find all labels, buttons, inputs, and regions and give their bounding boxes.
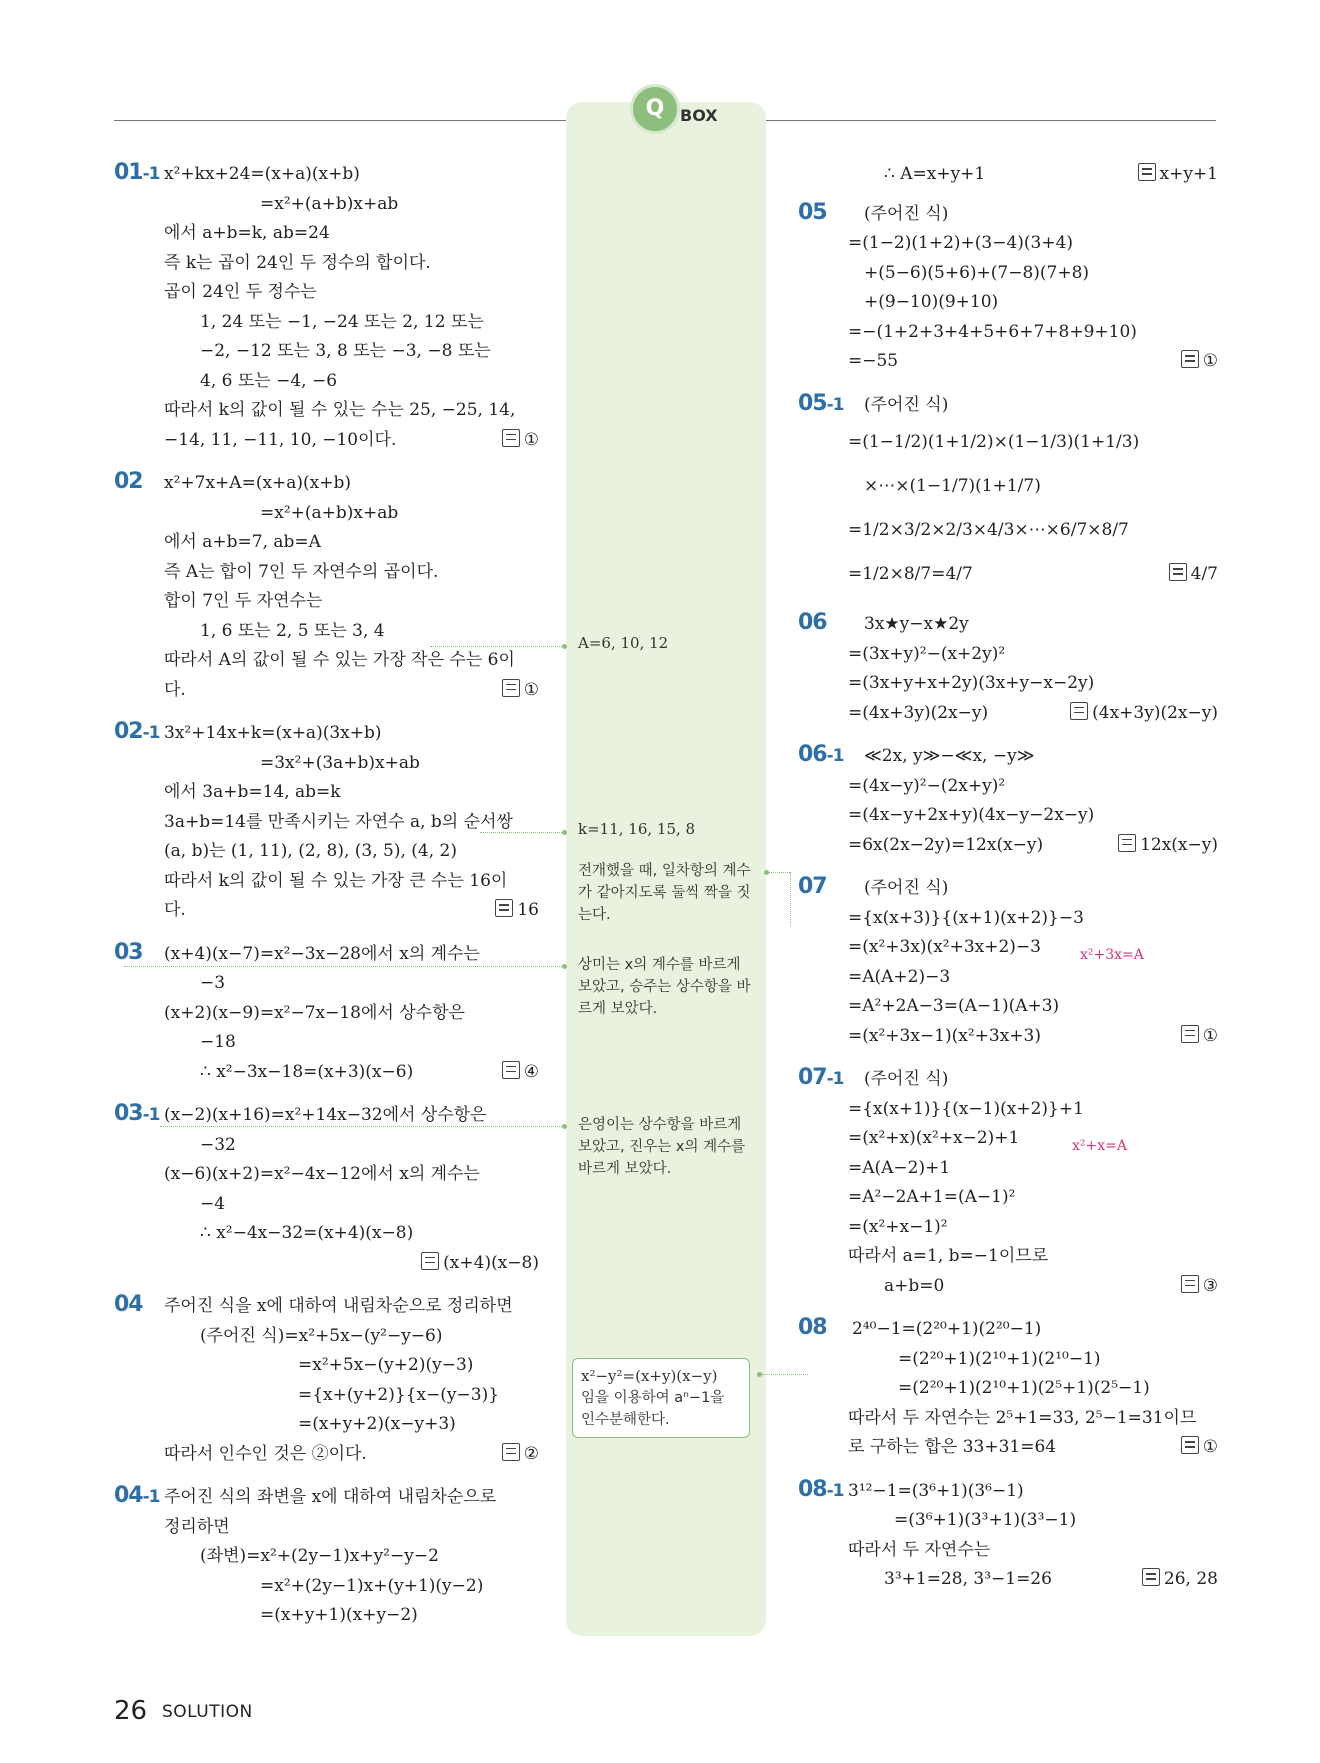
problem-number: 08-1 xyxy=(798,1476,844,1502)
note-pairing: 전개했을 때, 일차항의 계수가 같아지도록 둘씩 짝을 짓는다. xyxy=(578,863,751,923)
solution-line: 정리하면 xyxy=(164,1516,230,1537)
problem-07 xyxy=(798,874,1218,1051)
substitution-label: x²+3x=A xyxy=(1080,947,1144,963)
answer-icon xyxy=(495,899,513,917)
solution-line: =1/2×3/2×2/3×4/3×⋯×6/7×8/7 xyxy=(848,520,1129,540)
solution-line: =(3⁶+1)(3³+1)(3³−1) xyxy=(894,1510,1077,1530)
solution-line: =A²+2A−3=(A−1)(A+3) xyxy=(848,996,1060,1016)
problem-05 xyxy=(798,200,1218,377)
solution-line: 3³+1=28, 3³−1=26 26, 28 xyxy=(848,1565,1218,1595)
solution-line: 다. ① xyxy=(164,676,539,706)
solution-line: =(2²⁰+1)(2¹⁰+1)(2¹⁰−1) xyxy=(898,1348,1101,1369)
solution-line: 곱이 24인 두 정수는 xyxy=(164,282,317,302)
answer-mark: ① xyxy=(1181,1433,1218,1463)
solution-line: =(x+y+2)(x−y+3) xyxy=(298,1414,456,1434)
solution-line: 로 구하는 합은 33+31=64 ① xyxy=(848,1433,1218,1463)
problem-01-1 xyxy=(114,160,539,455)
solution-line: =3x²+(3a+b)x+ab xyxy=(260,752,420,773)
answer-icon xyxy=(1138,163,1156,181)
solution-line xyxy=(164,1249,539,1279)
note-leader xyxy=(430,646,564,647)
solution-line: 3x²+14x+k=(x+a)(3x+b) xyxy=(164,723,382,743)
solution-line: ∴ x²−4x−32=(x+4)(x−8) xyxy=(200,1223,414,1243)
answer-mark: x+y+1 xyxy=(1138,160,1219,190)
answer-icon xyxy=(502,679,520,697)
problem-number: 06-1 xyxy=(798,742,844,767)
answer-mark: ① xyxy=(502,676,539,706)
solution-line: 3¹²−1=(3⁶+1)(3⁶−1) xyxy=(848,1480,1024,1501)
problem-number: 05-1 xyxy=(798,390,844,416)
solution-line: 4, 6 또는 −4, −6 xyxy=(200,370,338,391)
solution-line: 따라서 k의 값이 될 수 있는 가장 큰 수는 16이 xyxy=(164,870,508,891)
solution-line: =x²+(a+b)x+ab xyxy=(260,502,399,523)
solution-line: =−55 ① xyxy=(848,347,1218,377)
solution-line: =x²+5x−(y+2)(y−3) xyxy=(298,1355,474,1375)
problem-number: 04 xyxy=(114,1292,143,1317)
solution-line: =(x+y+1)(x+y−2) xyxy=(260,1605,418,1625)
answer-icon xyxy=(1070,702,1088,720)
solution-line: −14, 11, −11, 10, −10이다. ① xyxy=(164,426,539,456)
solution-line: =6x(2x−2y)=12x(x−y) 12x(x−y) xyxy=(848,831,1218,861)
note-leader xyxy=(160,1126,564,1127)
answer-icon xyxy=(1181,1275,1199,1293)
answer-mark: 4/7 xyxy=(1169,552,1218,596)
answer-icon xyxy=(1181,1436,1199,1454)
problem-05-1 xyxy=(798,391,1218,597)
problem-number: 05 xyxy=(798,199,827,225)
solution-line: ={x(x+1)}{(x−1)(x+2)}+1 xyxy=(848,1098,1084,1119)
solution-line: 따라서 두 자연수는 2⁵+1=33, 2⁵−1=31이므 xyxy=(848,1407,1197,1428)
solution-line: 즉 A는 합이 7인 두 자연수의 곱이다. xyxy=(164,561,439,582)
answer-icon xyxy=(1169,563,1187,581)
right-column xyxy=(798,160,1218,1609)
solution-line: (x−2)(x+16)=x²+14x−32에서 상수항은 xyxy=(164,1105,487,1125)
problem-number: 08 xyxy=(798,1315,827,1340)
note-a-values: A=6, 10, 12 xyxy=(578,634,669,652)
solution-line: =A²−2A+1=(A−1)² xyxy=(848,1187,1016,1207)
answer-mark: ④ xyxy=(502,1058,539,1088)
problem-08 xyxy=(798,1315,1218,1463)
solution-line: −2, −12 또는 3, 8 또는 −3, −8 또는 xyxy=(200,341,491,361)
solution-line: =(2²⁰+1)(2¹⁰+1)(2⁵+1)(2⁵−1) xyxy=(898,1378,1150,1398)
solution-line: ≪2x, y≫−≪x, −y≫ xyxy=(864,746,1035,766)
problem-number: 07-1 xyxy=(798,1065,844,1090)
solution-line: 3a+b=14를 만족시키는 자연수 a, b의 순서쌍 xyxy=(164,811,513,832)
solution-line: =(1−2)(1+2)+(3−4)(3+4) xyxy=(848,233,1074,253)
solution-line: −3 xyxy=(200,973,226,993)
solution-line: =(4x+3y)(2x−y) (4x+3y)(2x−y) xyxy=(848,699,1218,729)
solution-line: ∴ A=x+y+1 x+y+1 xyxy=(848,160,1218,190)
solution-line: −18 xyxy=(200,1032,236,1052)
problem-04-1-cont xyxy=(798,160,1218,190)
problem-04-1 xyxy=(114,1483,539,1631)
solution-line: =(x²+3x−1)(x²+3x+3) ① xyxy=(848,1022,1218,1052)
problem-number: 03 xyxy=(114,939,143,965)
answer-mark: ③ xyxy=(1181,1272,1218,1302)
solution-line: =x²+(a+b)x+ab xyxy=(260,193,399,214)
answer-mark: 26, 28 xyxy=(1142,1565,1218,1595)
solution-line: x²+kx+24=(x+a)(x+b) xyxy=(164,164,360,184)
problem-04 xyxy=(114,1292,539,1469)
solution-line: 에서 3a+b=14, ab=k xyxy=(164,782,341,802)
answer-mark: ① xyxy=(1181,1022,1218,1052)
note-leader xyxy=(790,872,791,926)
problem-03 xyxy=(114,940,539,1088)
solution-line: 따라서 k의 값이 될 수 있는 수는 25, −25, 14, xyxy=(164,400,516,420)
problem-07-1 xyxy=(798,1065,1218,1301)
solution-line: +(5−6)(5+6)+(7−8)(7+8) xyxy=(864,262,1090,283)
solution-line: 따라서 두 자연수는 xyxy=(848,1539,991,1560)
solution-line: =−(1+2+3+4+5+6+7+8+9+10) xyxy=(848,321,1137,342)
note-leader xyxy=(768,872,790,873)
problem-number: 02-1 xyxy=(114,719,160,744)
problem-number: 03-1 xyxy=(114,1101,160,1126)
answer-icon xyxy=(502,1443,520,1461)
answer-icon xyxy=(1142,1568,1160,1586)
solution-line: =1/2×8/7=4/7 4/7 xyxy=(848,552,1218,596)
solution-line: −4 xyxy=(200,1193,226,1214)
solution-line: =(x²+3x)(x²+3x+2)−3 x²+3x=A xyxy=(848,933,1218,963)
note-leader xyxy=(480,832,564,833)
solution-line: ={x(x+3)}{(x+1)(x+2)}−3 xyxy=(848,907,1084,928)
solution-line: =(4x−y+2x+y)(4x−y−2x−y) xyxy=(848,805,1095,825)
note-03-1: 은영이는 상수항을 바르게 보았고, 진우는 x의 계수를 바르게 보았다. xyxy=(578,1117,746,1177)
answer-mark: (4x+3y)(2x−y) xyxy=(1070,699,1218,729)
solution-line: (좌변)=x²+(2y−1)x+y²−y−2 xyxy=(200,1546,439,1566)
problem-08-1 xyxy=(798,1477,1218,1595)
answer-icon xyxy=(502,429,520,447)
problem-02-1 xyxy=(114,719,539,926)
answer-icon xyxy=(421,1252,439,1270)
solution-line: =(3x+y+x+2y)(3x+y−x−2y) xyxy=(848,673,1095,693)
solution-line: =(4x−y)²−(2x+y)² xyxy=(848,775,1006,796)
solution-line: =(x²+x−1)² xyxy=(848,1216,948,1237)
answer-mark: 16 xyxy=(495,896,539,926)
problem-number: 06 xyxy=(798,610,827,635)
solution-line: =(3x+y)²−(x+2y)² xyxy=(848,643,1006,664)
note-line: 임을 이용하여 aⁿ−1을 xyxy=(581,1390,725,1406)
solution-line: (주어진 식)=x²+5x−(y²−y−6) xyxy=(200,1325,443,1346)
answer-icon xyxy=(1181,350,1199,368)
answer-icon xyxy=(502,1061,520,1079)
answer-icon xyxy=(1118,834,1136,852)
solution-line: =(1−1/2)(1+1/2)×(1−1/3)(1+1/3) xyxy=(848,432,1140,452)
solution-line: (a, b)는 (1, 11), (2, 8), (3, 5), (4, 2) xyxy=(164,841,457,861)
solution-line: 1, 24 또는 −1, −24 또는 2, 12 또는 xyxy=(200,311,484,332)
qbox-badge: Q xyxy=(630,84,680,134)
note-line: x²−y²=(x+y)(x−y) xyxy=(581,1367,718,1385)
problem-number: 02 xyxy=(114,469,143,494)
solution-line: (주어진 식) xyxy=(864,878,949,898)
solution-line: 따라서 A의 값이 될 수 있는 가장 작은 수는 6이 xyxy=(164,650,515,670)
answer-mark: (x+4)(x−8) xyxy=(421,1249,539,1279)
problem-02 xyxy=(114,469,539,705)
solution-line: ={x+(y+2)}{x−(y−3)} xyxy=(298,1384,500,1405)
answer-mark: ① xyxy=(1181,347,1218,377)
solution-line: 따라서 a=1, b=−1이므로 xyxy=(848,1246,1049,1266)
problem-06 xyxy=(798,610,1218,728)
solution-line: 주어진 식의 좌변을 x에 대하여 내림차순으로 xyxy=(164,1487,497,1507)
left-column xyxy=(114,160,539,1645)
answer-icon xyxy=(1181,1025,1199,1043)
note-box-08 xyxy=(572,1358,750,1438)
solution-line: (x+2)(x−9)=x²−7x−18에서 상수항은 xyxy=(164,1002,465,1023)
note-k-values: k=11, 16, 15, 8 xyxy=(578,820,696,838)
solution-line: ×⋯×(1−1/7)(1+1/7) xyxy=(864,476,1041,496)
solution-line: 따라서 인수인 것은 ②이다. ② xyxy=(164,1440,539,1470)
solution-line: (주어진 식) xyxy=(864,203,949,224)
solution-line: 에서 a+b=7, ab=A xyxy=(164,532,321,552)
footer-label: SOLUTION xyxy=(162,1702,253,1722)
solution-line: x²+7x+A=(x+a)(x+b) xyxy=(164,473,352,493)
solution-line: 즉 k는 곱이 24인 두 정수의 합이다. xyxy=(164,252,431,273)
answer-mark: 12x(x−y) xyxy=(1118,831,1218,861)
problem-06-1 xyxy=(798,742,1218,860)
solution-line: ∴ x²−3x−18=(x+3)(x−6) ④ xyxy=(164,1058,539,1088)
note-03: 상미는 x의 계수를 바르게 보았고, 승주는 상수항을 바르게 보았다. xyxy=(578,957,751,1017)
solution-line: (주어진 식) xyxy=(864,394,949,415)
problem-03-1 xyxy=(114,1101,539,1278)
solution-line: a+b=0 ③ xyxy=(848,1272,1218,1302)
problem-number: 07 xyxy=(798,874,827,899)
solution-line: =(x²+x)(x²+x−2)+1 x²+x=A xyxy=(848,1124,1218,1154)
solution-line: 합이 7인 두 자연수는 xyxy=(164,591,323,611)
note-line: 인수분해한다. xyxy=(581,1412,670,1428)
problem-number: 04-1 xyxy=(114,1483,160,1508)
solution-line: −32 xyxy=(200,1134,236,1155)
solution-line: (x+4)(x−7)=x²−3x−28에서 x의 계수는 xyxy=(164,943,480,964)
problem-number: 01-1 xyxy=(114,160,160,185)
solution-line: =A(A+2)−3 xyxy=(848,966,951,987)
solution-line: 에서 a+b=k, ab=24 xyxy=(164,223,330,243)
solution-line: 주어진 식을 x에 대하여 내림차순으로 정리하면 xyxy=(164,1296,513,1316)
qbox-label: BOX xyxy=(680,106,718,125)
page-number: 26 xyxy=(114,1696,148,1726)
answer-mark: ① xyxy=(502,426,539,456)
answer-mark: ② xyxy=(502,1440,539,1470)
solution-line: (x−6)(x+2)=x²−4x−12에서 x의 계수는 xyxy=(164,1164,480,1184)
substitution-label: x²+x=A xyxy=(1072,1138,1127,1154)
solution-line: =A(A−2)+1 xyxy=(848,1157,951,1178)
solution-line: 3x★y−x★2y xyxy=(864,614,969,634)
solution-line: 2⁴⁰−1=(2²⁰+1)(2²⁰−1) xyxy=(852,1319,1042,1339)
solution-line: (주어진 식) xyxy=(864,1069,949,1089)
solution-line: =x²+(2y−1)x+(y+1)(y−2) xyxy=(260,1575,484,1596)
note-leader xyxy=(124,966,564,967)
solution-line: 1, 6 또는 2, 5 또는 3, 4 xyxy=(200,620,385,641)
solution-line: 다. 16 xyxy=(164,896,539,926)
solution-line: +(9−10)(9+10) xyxy=(864,292,999,312)
